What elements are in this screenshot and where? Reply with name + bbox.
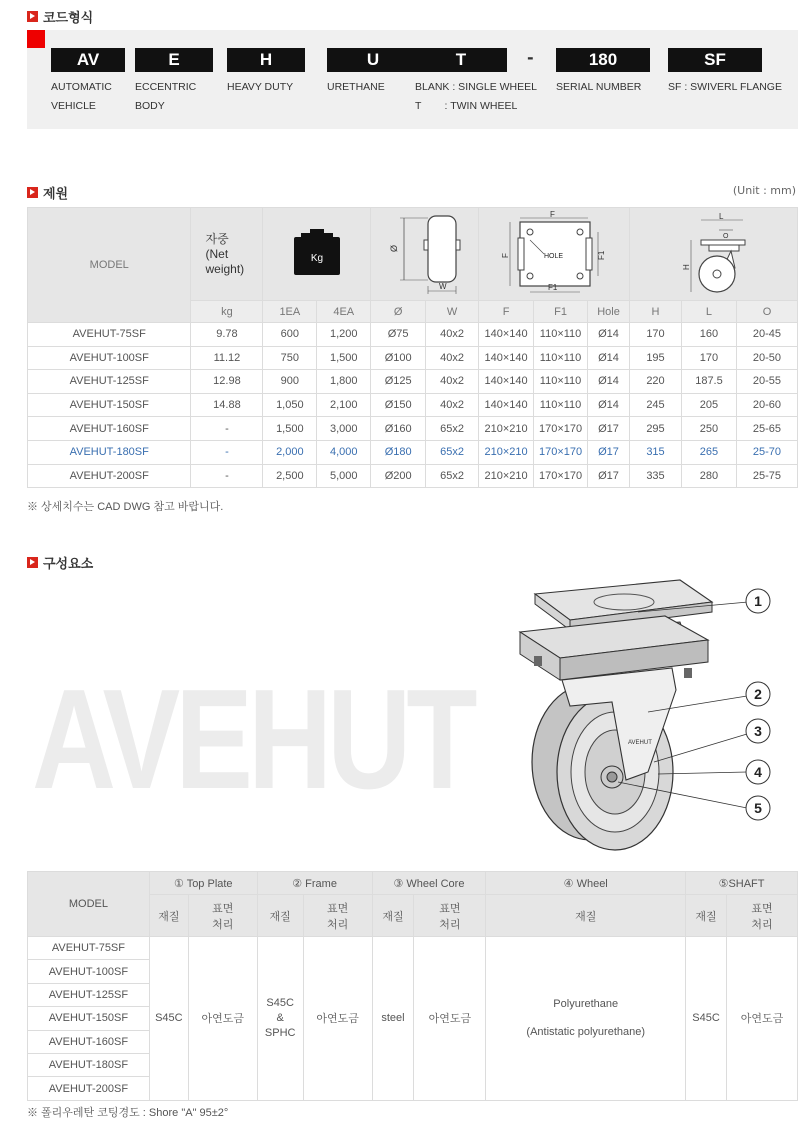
- spec-cell-weight: -: [191, 440, 263, 464]
- spec-row: [28, 393, 798, 417]
- spec-cell-weight: -: [191, 417, 263, 441]
- spec-cell-weight: 9.78: [191, 323, 263, 347]
- spec-cell-length: 280: [681, 464, 736, 488]
- flange-dimension-diagram: [484, 210, 624, 296]
- top-plate-material: S45C: [149, 937, 188, 1101]
- section-title-text: 구성요소: [43, 557, 94, 572]
- spec-cell-load-1ea: 2,500: [263, 464, 317, 488]
- spec-row: [28, 370, 798, 394]
- code-item-sf: [668, 48, 782, 97]
- col-header-shaft: ⑤SHAFT: [686, 872, 798, 895]
- spec-row: [28, 323, 798, 347]
- spec-cell-weight: 11.12: [191, 346, 263, 370]
- col-header-frame: ② Frame: [257, 872, 372, 895]
- subheader-material: 재질: [149, 895, 188, 937]
- spec-cell-load-1ea: 1,050: [263, 393, 317, 417]
- svg-text:F1: F1: [548, 282, 558, 292]
- spec-cell-load-1ea: 900: [263, 370, 317, 394]
- spec-cell-flange-f: 210×210: [479, 440, 534, 464]
- component-table: [27, 871, 798, 1101]
- subheader-material: 재질: [372, 895, 414, 937]
- spec-cell-hole: Ø14: [588, 370, 630, 394]
- spec-cell-flange-f1: 170×170: [534, 464, 588, 488]
- section-title-components: [27, 553, 93, 572]
- subheader-material: 재질: [686, 895, 727, 937]
- code-desc: ECCENTRIC BODY: [135, 81, 197, 112]
- frame-material: S45C & SPHC: [257, 937, 303, 1101]
- spec-row: [28, 346, 798, 370]
- svg-text:5: 5: [754, 800, 762, 816]
- spec-cell-width: 40x2: [426, 346, 479, 370]
- code-item-e: [135, 48, 213, 116]
- col-header-weight: 자중 (Net weight): [191, 208, 263, 301]
- spec-cell-height: 170: [630, 323, 682, 347]
- subheader-surface: 표면 처리: [188, 895, 257, 937]
- spec-cell-height: 195: [630, 346, 682, 370]
- spec-cell-model: AVEHUT-100SF: [28, 346, 191, 370]
- spec-cell-offset: 20-50: [736, 346, 797, 370]
- core-material: steel: [372, 937, 414, 1101]
- unit-label: (Unit : mm): [732, 184, 796, 197]
- model-cell: AVEHUT-160SF: [28, 1030, 150, 1053]
- spec-cell-hole: Ø14: [588, 393, 630, 417]
- col-header-model: MODEL: [28, 208, 191, 323]
- arrow-bullet-icon: [27, 11, 38, 22]
- section-title-code: [27, 7, 93, 26]
- spec-cell-height: 220: [630, 370, 682, 394]
- spec-cell-load-4ea: 1,500: [317, 346, 371, 370]
- subheader-1ea: 1EA: [263, 301, 317, 323]
- caster-dim-header-cell: [630, 208, 798, 301]
- model-cell: AVEHUT-75SF: [28, 937, 150, 960]
- component-note: ※ 폴리우레탄 코팅경도 : Shore "A" 95±2°: [27, 1107, 229, 1119]
- wheel-dimension-diagram: [380, 210, 470, 296]
- spec-cell-load-4ea: 1,200: [317, 323, 371, 347]
- code-desc: HEAVY DUTY: [227, 81, 294, 93]
- spec-cell-offset: 20-45: [736, 323, 797, 347]
- spec-cell-height: 335: [630, 464, 682, 488]
- arrow-bullet-icon: [27, 187, 38, 198]
- spec-cell-flange-f: 210×210: [479, 417, 534, 441]
- model-cell: AVEHUT-125SF: [28, 983, 150, 1006]
- subheader-o: O: [736, 301, 797, 323]
- spec-cell-model: AVEHUT-160SF: [28, 417, 191, 441]
- svg-text:2: 2: [754, 686, 762, 702]
- spec-cell-flange-f: 210×210: [479, 464, 534, 488]
- code-desc: SERIAL NUMBER: [556, 81, 642, 93]
- spec-cell-flange-f1: 110×110: [534, 346, 588, 370]
- spec-cell-flange-f1: 110×110: [534, 323, 588, 347]
- svg-text:AVEHUT: AVEHUT: [628, 740, 652, 746]
- model-cell: AVEHUT-200SF: [28, 1077, 150, 1100]
- spec-cell-hole: Ø17: [588, 417, 630, 441]
- spec-cell-hole: Ø17: [588, 464, 630, 488]
- code-desc: BLANK : SINGLE WHEEL T : TWIN WHEEL: [415, 81, 537, 112]
- code-item-av: [51, 48, 125, 116]
- spec-cell-flange-f1: 170×170: [534, 440, 588, 464]
- spec-cell-diameter: Ø200: [371, 464, 426, 488]
- spec-cell-load-4ea: 4,000: [317, 440, 371, 464]
- spec-cell-offset: 25-70: [736, 440, 797, 464]
- code-label: H: [227, 48, 305, 72]
- code-label: AV: [51, 48, 125, 72]
- spec-row: [28, 440, 798, 464]
- subheader-surface: 표면 처리: [414, 895, 486, 937]
- spec-cell-flange-f: 140×140: [479, 393, 534, 417]
- section-title-spec: [27, 183, 68, 202]
- spec-cell-flange-f: 140×140: [479, 323, 534, 347]
- code-label: E: [135, 48, 213, 72]
- code-label: SF: [668, 48, 762, 72]
- col-header-wheel-core: ③ Wheel Core: [372, 872, 486, 895]
- spec-cell-width: 65x2: [426, 440, 479, 464]
- frame-surface: 아연도금: [303, 937, 372, 1101]
- code-label: U: [327, 48, 419, 72]
- section-title-text: 제원: [43, 187, 69, 202]
- model-cell: AVEHUT-100SF: [28, 960, 150, 983]
- spec-table: [27, 207, 798, 488]
- col-header-model: MODEL: [28, 872, 150, 937]
- svg-text:1: 1: [754, 593, 762, 609]
- spec-cell-width: 65x2: [426, 464, 479, 488]
- spec-cell-flange-f1: 170×170: [534, 417, 588, 441]
- svg-text:F: F: [501, 252, 511, 258]
- code-item-180: [556, 48, 650, 97]
- spec-cell-width: 40x2: [426, 393, 479, 417]
- spec-cell-flange-f: 140×140: [479, 346, 534, 370]
- wheel-dim-header-cell: [371, 208, 479, 301]
- spec-cell-length: 205: [681, 393, 736, 417]
- brand-watermark: AVEHUT: [32, 660, 473, 819]
- spec-cell-load-4ea: 3,000: [317, 417, 371, 441]
- spec-cell-diameter: Ø100: [371, 346, 426, 370]
- caster-dimension-diagram: [639, 210, 789, 296]
- svg-text:W: W: [438, 281, 447, 291]
- svg-text:3: 3: [754, 723, 762, 739]
- top-plate-surface: 아연도금: [188, 937, 257, 1101]
- spec-cell-hole: Ø14: [588, 323, 630, 347]
- svg-text:Ø: Ø: [388, 244, 399, 252]
- subheader-4ea: 4EA: [317, 301, 371, 323]
- subheader-f1: F1: [534, 301, 588, 323]
- code-label: T: [415, 48, 507, 72]
- spec-cell-height: 295: [630, 417, 682, 441]
- code-item-t: [415, 48, 537, 116]
- code-desc: URETHANE: [327, 81, 385, 93]
- subheader-hole: Hole: [588, 301, 630, 323]
- spec-cell-model: AVEHUT-180SF: [28, 440, 191, 464]
- shaft-material: S45C: [686, 937, 727, 1101]
- spec-cell-load-1ea: 1,500: [263, 417, 317, 441]
- spec-cell-height: 315: [630, 440, 682, 464]
- subheader-l: L: [681, 301, 736, 323]
- core-surface: 아연도금: [414, 937, 486, 1101]
- spec-cell-weight: 14.88: [191, 393, 263, 417]
- section-title-text: 코드형식: [43, 11, 94, 26]
- caster-illustration: [500, 572, 805, 862]
- spec-cell-weight: -: [191, 464, 263, 488]
- subheader-surface: 표면 처리: [727, 895, 798, 937]
- spec-cell-length: 170: [681, 346, 736, 370]
- spec-cell-width: 40x2: [426, 323, 479, 347]
- spec-cell-length: 160: [681, 323, 736, 347]
- spec-cell-model: AVEHUT-75SF: [28, 323, 191, 347]
- spec-cell-length: 250: [681, 417, 736, 441]
- load-header-cell: [263, 208, 371, 301]
- svg-text:Kg: Kg: [310, 252, 323, 264]
- svg-text:HOLE: HOLE: [544, 252, 564, 260]
- spec-cell-load-4ea: 2,100: [317, 393, 371, 417]
- model-cell: AVEHUT-150SF: [28, 1007, 150, 1030]
- spec-cell-height: 245: [630, 393, 682, 417]
- spec-cell-load-4ea: 5,000: [317, 464, 371, 488]
- spec-row: [28, 464, 798, 488]
- spec-cell-offset: 20-55: [736, 370, 797, 394]
- spec-cell-flange-f: 140×140: [479, 370, 534, 394]
- spec-cell-load-1ea: 600: [263, 323, 317, 347]
- code-format-box: [27, 30, 798, 129]
- spec-cell-hole: Ø14: [588, 346, 630, 370]
- spec-cell-width: 40x2: [426, 370, 479, 394]
- spec-cell-flange-f1: 110×110: [534, 370, 588, 394]
- subheader-h: H: [630, 301, 682, 323]
- spec-cell-offset: 20-60: [736, 393, 797, 417]
- kg-weight-icon: [287, 227, 347, 279]
- spec-cell-load-1ea: 750: [263, 346, 317, 370]
- spec-cell-model: AVEHUT-200SF: [28, 464, 191, 488]
- spec-cell-width: 65x2: [426, 417, 479, 441]
- subheader-diameter: Ø: [371, 301, 426, 323]
- red-marker: [27, 30, 45, 48]
- shaft-surface: 아연도금: [727, 937, 798, 1101]
- code-label: 180: [556, 48, 650, 72]
- spec-cell-diameter: Ø150: [371, 393, 426, 417]
- code-desc: SF : SWIVERL FLANGE: [668, 81, 782, 93]
- spec-cell-flange-f1: 110×110: [534, 393, 588, 417]
- spec-cell-diameter: Ø75: [371, 323, 426, 347]
- spec-cell-diameter: Ø125: [371, 370, 426, 394]
- spec-row: [28, 417, 798, 441]
- spec-cell-diameter: Ø180: [371, 440, 426, 464]
- svg-text:L: L: [718, 211, 723, 221]
- svg-text:F: F: [550, 209, 555, 219]
- spec-cell-length: 265: [681, 440, 736, 464]
- spec-cell-hole: Ø17: [588, 440, 630, 464]
- code-item-u: [327, 48, 419, 97]
- svg-text:F1: F1: [597, 250, 607, 260]
- code-dash: -: [527, 48, 534, 67]
- code-desc: AUTOMATIC VEHICLE: [51, 81, 112, 112]
- col-header-wheel: ④ Wheel: [486, 872, 686, 895]
- svg-text:4: 4: [754, 764, 762, 780]
- subheader-kg: kg: [191, 301, 263, 323]
- svg-text:O: O: [722, 232, 728, 240]
- model-cell: AVEHUT-180SF: [28, 1053, 150, 1076]
- spec-cell-load-4ea: 1,800: [317, 370, 371, 394]
- spec-cell-weight: 12.98: [191, 370, 263, 394]
- subheader-material: 재질: [257, 895, 303, 937]
- subheader-material: 재질: [486, 895, 686, 937]
- flange-dim-header-cell: [479, 208, 630, 301]
- spec-cell-model: AVEHUT-125SF: [28, 370, 191, 394]
- arrow-bullet-icon: [27, 557, 38, 568]
- col-header-top-plate: ① Top Plate: [149, 872, 257, 895]
- code-item-h: [227, 48, 305, 97]
- subheader-w: W: [426, 301, 479, 323]
- wheel-material: Polyurethane (Antistatic polyurethane): [486, 937, 686, 1101]
- spec-cell-diameter: Ø160: [371, 417, 426, 441]
- spec-note: ※ 상세치수는 CAD DWG 참고 바랍니다.: [27, 501, 224, 513]
- spec-cell-length: 187.5: [681, 370, 736, 394]
- spec-cell-offset: 25-75: [736, 464, 797, 488]
- spec-cell-load-1ea: 2,000: [263, 440, 317, 464]
- subheader-f: F: [479, 301, 534, 323]
- spec-cell-model: AVEHUT-150SF: [28, 393, 191, 417]
- subheader-surface: 표면 처리: [303, 895, 372, 937]
- svg-text:H: H: [681, 263, 691, 270]
- spec-cell-offset: 25-65: [736, 417, 797, 441]
